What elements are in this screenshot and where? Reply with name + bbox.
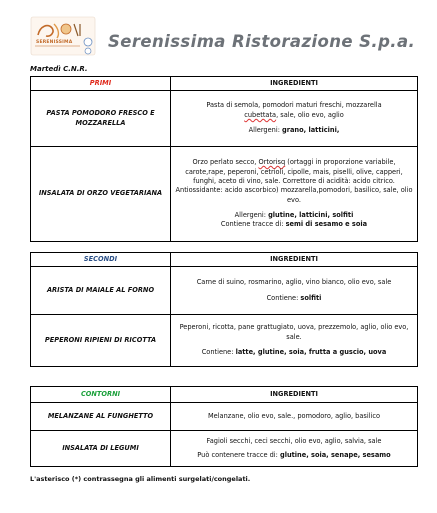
traces-value: semi di sesamo e soia bbox=[285, 220, 368, 229]
ingredients-line: , sale, olio evo, aglio bbox=[276, 110, 344, 119]
ingredients-line: Orzo perlato secco, bbox=[192, 158, 259, 167]
ingredients-line: Pasta di semola, pomodori maturi freschi, mozzarella bbox=[206, 101, 382, 110]
allergens-line bbox=[174, 451, 414, 460]
company-logo bbox=[30, 16, 96, 56]
day-label: Martedì C.N.R. bbox=[30, 65, 88, 73]
secondi-header: SECONDI bbox=[31, 253, 171, 267]
traces-label: Contiene tracce di: bbox=[220, 220, 286, 229]
allergens-label: Allergeni: bbox=[234, 211, 269, 220]
primi-header-row bbox=[31, 77, 418, 91]
contorni-table bbox=[30, 386, 418, 467]
allergens-label: Allergeni: bbox=[248, 126, 283, 135]
table-row bbox=[31, 147, 418, 242]
allergens-value: solfiti bbox=[300, 293, 322, 302]
ingredients-header: INGREDIENTI bbox=[171, 77, 418, 91]
table-row bbox=[31, 315, 418, 367]
ingredients-line: (ortaggi in proporzione variabile, carote,rape, peperoni, cetrioli, cipolle, mais, piselli, olive, capperi, funghi, aceto di vino, sale. Correttore di acidità: acido citrico. Antiossidante: acido ascorbico) mozzarella,pomodori, basilico, sale, olio evo. bbox=[175, 158, 413, 204]
allergens-value: latte, glutine, soia, frutta a guscio, uova bbox=[235, 348, 387, 357]
allergens-line bbox=[174, 348, 414, 357]
table-row bbox=[31, 403, 418, 431]
dish-ingredients bbox=[171, 431, 418, 467]
dish-ingredients: Melanzane, olio evo, sale., pomodoro, aglio, basilico bbox=[171, 403, 418, 431]
allergens-label: Può contenere tracce di: bbox=[197, 450, 280, 459]
dish-name: ARISTA DI MAIALE AL FORNO bbox=[31, 267, 171, 315]
table-row bbox=[31, 431, 418, 467]
ingredients-text bbox=[174, 158, 414, 205]
table-row bbox=[31, 91, 418, 147]
dish-name: PEPERONI RIPIENI DI RICOTTA bbox=[31, 315, 171, 367]
traces-line bbox=[174, 220, 414, 229]
ingredients-text bbox=[174, 101, 414, 120]
ingredients-header: INGREDIENTI bbox=[171, 253, 418, 267]
primi-table bbox=[30, 76, 418, 242]
company-name: Serenissima Ristorazione S.p.a. bbox=[108, 32, 416, 51]
dish-ingredients bbox=[171, 147, 418, 242]
dish-name: PASTA POMODORO FRESCO E MOZZARELLA bbox=[31, 91, 171, 147]
footnote: L'asterisco (*) contrassegna gli alimenti surgelati/congelati. bbox=[30, 475, 251, 483]
ingredients-text: Carne di suino, rosmarino, aglio, vino bianco, olio evo, sale bbox=[196, 278, 392, 287]
logo-graphic bbox=[30, 16, 96, 56]
allergens-value: glutine, latticini, solfiti bbox=[268, 211, 354, 220]
table-row bbox=[31, 267, 418, 315]
dish-name: INSALATA DI ORZO VEGETARIANA bbox=[31, 147, 171, 242]
dish-ingredients bbox=[171, 91, 418, 147]
allergens-line bbox=[174, 294, 414, 303]
allergens-line bbox=[174, 211, 414, 220]
secondi-header-row bbox=[31, 253, 418, 267]
document-header bbox=[30, 16, 430, 60]
dish-name: INSALATA DI LEGUMI bbox=[31, 431, 171, 467]
allergens-value: glutine, soia, senape, sesamo bbox=[279, 450, 391, 459]
logo-text: SERENISSIMA bbox=[36, 40, 73, 45]
allergens-label: Contiene: bbox=[201, 348, 236, 357]
dish-name: MELANZANE AL FUNGHETTO bbox=[31, 403, 171, 431]
spellcheck-word: Ortorisq bbox=[258, 158, 286, 167]
dish-ingredients bbox=[171, 315, 418, 367]
primi-header: PRIMI bbox=[31, 77, 171, 91]
contorni-header: CONTORNI bbox=[31, 387, 171, 403]
dish-ingredients bbox=[171, 267, 418, 315]
ingredients-text: Fagioli secchi, ceci secchi, olio evo, aglio, salvia, sale bbox=[206, 437, 382, 446]
ingredients-header: INGREDIENTI bbox=[171, 387, 418, 403]
spellcheck-word: cubettata bbox=[244, 110, 277, 119]
ingredients-text: Peperoni, ricotta, pane grattugiato, uova, prezzemolo, aglio, olio evo, sale. bbox=[179, 323, 409, 341]
contorni-header-row bbox=[31, 387, 418, 403]
allergens-line bbox=[174, 126, 414, 135]
secondi-table bbox=[30, 252, 418, 367]
allergens-value: grano, latticini, bbox=[282, 126, 340, 135]
allergens-label: Contiene: bbox=[266, 293, 301, 302]
